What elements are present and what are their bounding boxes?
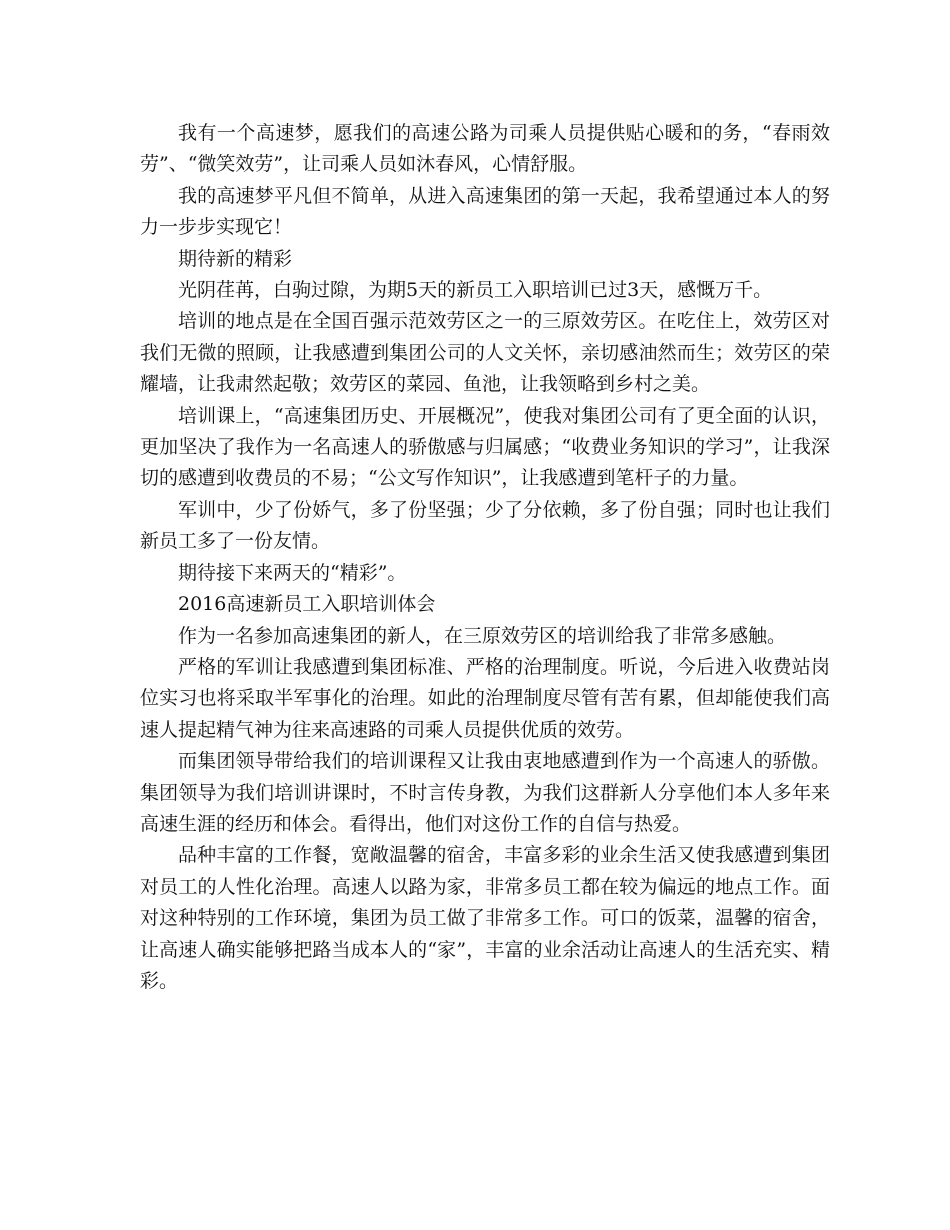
document-body	[140, 118, 830, 997]
paragraph-staff-care: 品种丰富的工作餐，宽敞温馨的宿舍，丰富多彩的业余生活又使我感遭到集团对员工的人性化治理。高速人以路为家，非常多员工都在较为偏远的地点工作。面对这种特别的工作环境，集团为员工做了非常多工作。可口的饭菜，温馨的宿舍，让高速人确实能够把路当成本人的“家”，丰富的业余活动让高速人的生活充实、精彩。	[140, 844, 830, 992]
paragraph-leader-courses: 而集团领导带给我们的培训课程又让我由衷地感遭到作为一个高速人的骄傲。集团领导为我们培训讲课时，不时言传身教，为我们这群新人分享他们本人多年来高速生涯的经历和体会。看得出，他们对这份工作的自信与热爱。	[140, 750, 830, 835]
section-heading-expect: 期待新的精彩	[178, 247, 293, 270]
paragraph-dream-effort: 我的高速梦平凡但不简单，从进入高速集团的第一天起，我希望通过本人的努力一步步实现它！	[140, 184, 830, 239]
paragraph-training-courses: 培训课上，“高速集团历史、开展概况”，使我对集团公司有了更全面的认识，更加坚决了我作为一名高速人的骄傲感与归属感；“收费业务知识的学习”，让我深切的感遭到收费员的不易；“公文写作知识”，让我感遭到笔杆子的力量。	[140, 404, 830, 490]
paragraph-dream: 我有一个高速梦，愿我们的高速公路为司乘人员提供贴心暖和的务，“春雨效劳”、“微笑效劳”，让司乘人员如沐春风，心情舒服。	[140, 122, 830, 176]
paragraph-strict-management: 严格的军训让我感遭到集团标准、严格的治理制度。听说，今后进入收费站岗位实习也将采取半军事化的治理。如此的治理制度尽管有苦有累，但却能使我们高速人提起精气神为往来高速路的司乘人员提供优质的效劳。	[140, 655, 830, 741]
paragraph-expect-remaining: 期待接下来两天的“精彩”。	[178, 561, 407, 584]
paragraph-time-passes: 光阴荏苒，白驹过隙，为期5天的新员工入职培训已过3天，感慨万千。	[178, 279, 773, 302]
paragraph-newcomer: 作为一名参加高速集团的新人，在三原效劳区的培训给我了非常多感触。	[178, 624, 787, 647]
section-heading-2016: 2016高速新员工入职培训体会	[178, 593, 436, 616]
paragraph-training-location: 培训的地点是在全国百强示范效劳区之一的三原效劳区。在吃住上，效劳区对我们无微的照顾，让我感遭到集团公司的人文关怀，亲切感油然而生；效劳区的荣耀墙，让我肃然起敬；效劳区的菜园、鱼池，让我领略到乡村之美。	[140, 310, 830, 396]
paragraph-military-training: 军训中，少了份娇气，多了份坚强；少了分依赖，多了份自强；同时也让我们新员工多了一份友情。	[140, 498, 830, 553]
